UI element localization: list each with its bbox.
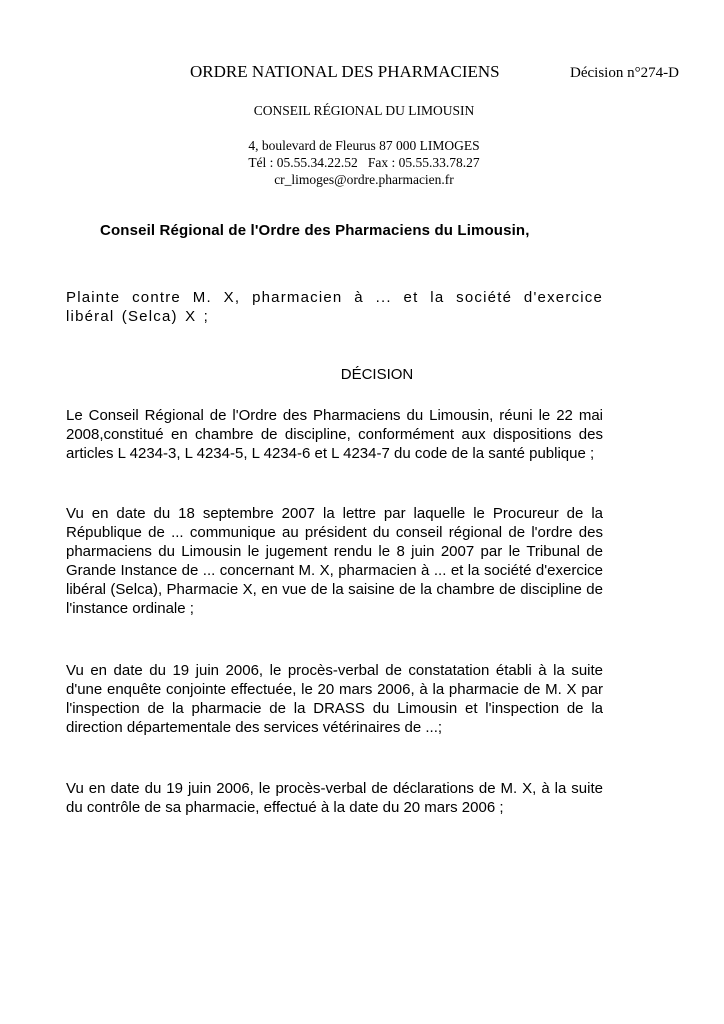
paragraph-text: Vu en date du 19 juin 2006, le procès-verbal de constatation établi à la suite d'une enquête conjointe effectuée, le 20 mars 2006, à la pharmacie de M. X par l'inspection de la pharmacie de la DRASS du Limousin et l'inspection de la direction départementale des services vétérinaires de ...; — [66, 662, 603, 736]
complaint-paragraph — [66, 288, 603, 326]
paragraph-4 — [66, 779, 603, 817]
complaint-text: Plainte contre M. X, pharmacien à ... et la société d'exercice libéral (Selca) X ; — [66, 289, 603, 325]
address-line: 4, boulevard de Fleurus 87 000 LIMOGES — [248, 138, 480, 153]
decision-heading: DÉCISION — [340, 366, 414, 383]
contact-block — [2, 137, 724, 188]
council-heading: Conseil Régional de l'Ordre des Pharmaciens du Limousin, — [100, 222, 530, 239]
org-title: ORDRE NATIONAL DES PHARMACIENS — [190, 62, 500, 81]
council-name: CONSEIL RÉGIONAL DU LIMOUSIN — [253, 103, 475, 118]
email-line: cr_limoges@ordre.pharmacien.fr — [274, 172, 454, 187]
phone-fax-line: Tél : 05.55.34.22.52 Fax : 05.55.33.78.27 — [248, 155, 480, 170]
paragraph-3 — [66, 661, 603, 737]
paragraph-1 — [66, 406, 603, 463]
paragraph-text: Le Conseil Régional de l'Ordre des Pharmaciens du Limousin, réuni le 22 mai 2008,constitué en chambre de discipline, conformément aux dispositions des articles L 4234-3, L 4234-5, L 4234-6 et L 4234-7 du code de la santé publique ; — [66, 407, 603, 462]
paragraph-text: Vu en date du 19 juin 2006, le procès-verbal de déclarations de M. X, à la suite du contrôle de sa pharmacie, effectué à la date du 20 mars 2006 ; — [66, 780, 603, 816]
decision-number: Décision n°274-D — [570, 65, 679, 81]
paragraph-text: Vu en date du 18 septembre 2007 la lettre par laquelle le Procureur de la République de ... communique au président du conseil régional de l'ordre des pharmaciens du Limousin le jugement rendu le 8 juin 2007 par le Tribunal de Grande Instance de ... concernant M. X, pharmacien à ... et la société d'exercice libéral (Selca), Pharmacie X, en vue de la saisine de la chambre de discipline de l'instance ordinale ; — [66, 505, 603, 617]
paragraph-2 — [66, 504, 603, 618]
